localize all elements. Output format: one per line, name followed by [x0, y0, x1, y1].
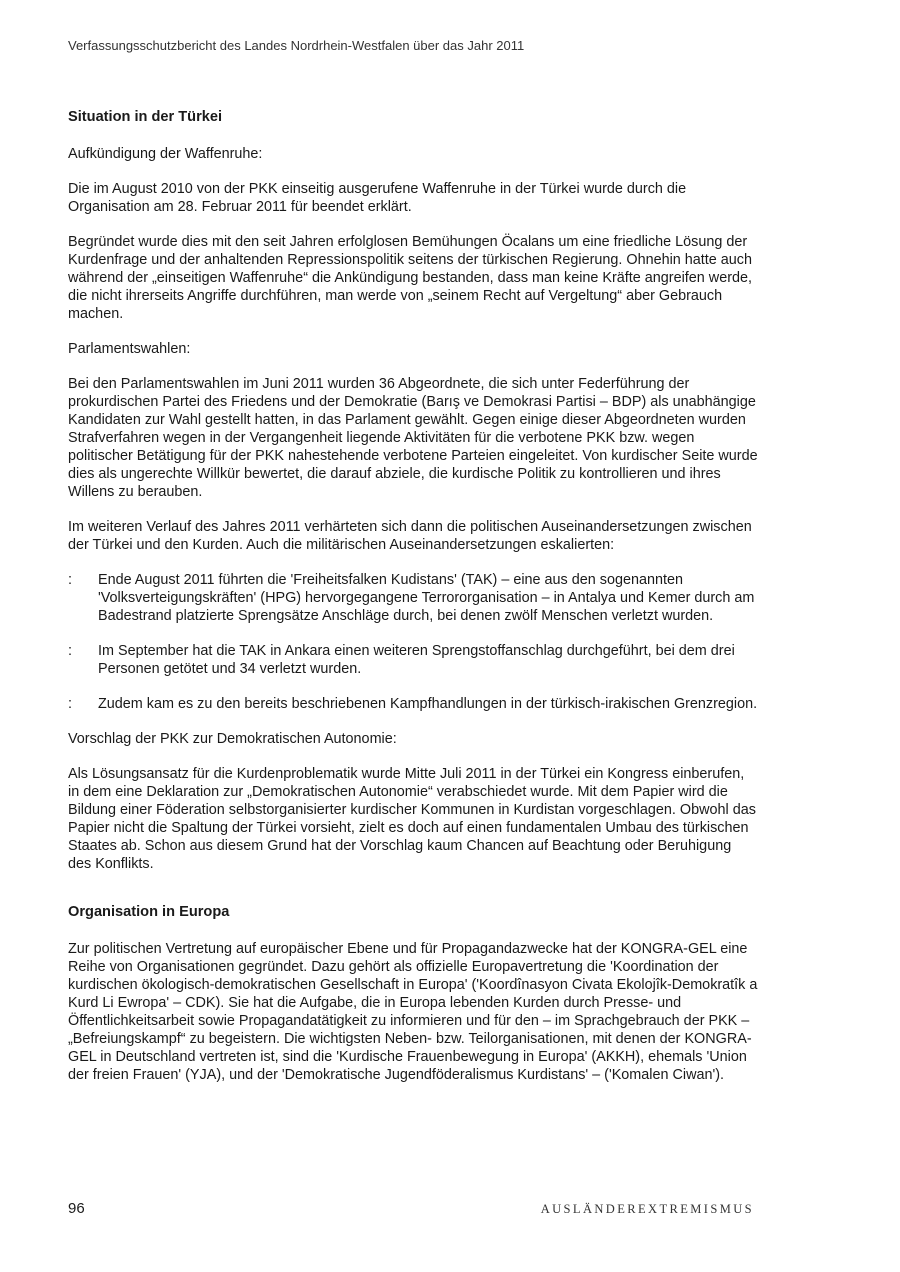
subheading-autonomie: Vorschlag der PKK zur Demokratischen Autonomie:	[68, 731, 397, 747]
list-item	[68, 695, 758, 713]
paragraph: Im weiteren Verlauf des Jahres 2011 verhärteten sich dann die politischen Auseinandersetzungen zwischen der Türkei und den Kurden. Auch die militärischen Auseinandersetzungen eskalierten:	[68, 519, 752, 553]
paragraph: Die im August 2010 von der PKK einseitig ausgerufene Waffenruhe in der Türkei wurde durch die Organisation am 28. Februar 2011 für beendet erklärt.	[68, 181, 687, 215]
attack-list	[68, 571, 758, 713]
chapter-label: AUSLÄNDEREXTREMISMUS	[540, 1202, 754, 1216]
list-item	[68, 571, 758, 625]
section-title-europa: Organisation in Europa	[68, 904, 230, 920]
paragraph: Zur politischen Vertretung auf europäischer Ebene und für Propagandazwecke hat der KONGRA-GEL eine Reihe von Organisationen gegründet. Dazu gehört als offizielle Europavertretung die 'Koordination der kurdischen ökologisch-demokratischen Gesellschaft in Europa' ('Koordînasyon Civata Ekolojîk-Demokratîk a Kurd Li Ewropa' – CDK). Sie hat die Aufgabe, die in Europa lebenden Kurden durch Presse- und Öffentlichkeitsarbeit sowie Propagandatätigkeit zu informieren und für den – im Sprachgebrauch der PKK – „Befreiungskampf“ zu begeistern. Die wichtigsten Neben- bzw. Teilorganisationen, mit denen der KONGRA-GEL in Deutschland vertreten ist, sind die 'Kurdische Frauenbewegung in Europa' (AKKH), ehemals 'Union der freien Frauen' (YJA), und der 'Demokratische Jugendföderalismus Kurdistans' – ('Komalen Ciwan').	[68, 941, 758, 1083]
paragraph: Begründet wurde dies mit den seit Jahren erfolglosen Bemühungen Öcalans um eine friedliche Lösung der Kurdenfrage und der anhaltenden Repressionspolitik seitens der türkischen Regierung. Ohnehin hatte auch während der „einseitigen Waffenruhe“ die Ankündigung bestanden, dass man keine Kräfte angreifen werde, die nicht ihrerseits Angriffe durchführen, man werde von „seinem Recht auf Vergeltung“ aber Gebrauch machen.	[68, 234, 752, 322]
list-item-text: Ende August 2011 führten die 'Freiheitsfalken Kudistans' (TAK) – eine aus den sogenannten 'Volksverteigungskräften' (HPG) hervorgegangene Terrororganisation – in Antalya und Kemer durch am Badestrand platzierte Sprengsätze Anschläge durch, bei denen zwölf Menschen verletzt wurden.	[98, 572, 755, 624]
bullet-marker: :	[68, 696, 72, 712]
list-item-text: Zudem kam es zu den bereits beschriebenen Kampfhandlungen in der türkisch-irakischen Grenzregion.	[98, 696, 758, 712]
paragraph: Bei den Parlamentswahlen im Juni 2011 wurden 36 Abgeordnete, die sich unter Federführung der prokurdischen Partei des Friedens und der Demokratie (Barış ve Demokrasi Partisi – BDP) als unabhängige Kandidaten zur Wahl gestellt hatten, in das Parlament gewählt. Gegen einige dieser Abgeordneten wurden Strafverfahren wegen in der Vergangenheit liegende Aktivitäten für die verbotene PKK bzw. wegen politischer Betätigung für der PKK nahestehende verbotene Parteien eingeleitet. Von kurdischer Seite wurde dies als ungerechte Willkür bewertet, die darauf abziele, die kurdische Politik zu kontrollieren und ihres Willens zu berauben.	[68, 376, 758, 500]
section-title-tuerkei: Situation in der Türkei	[68, 109, 223, 125]
list-item	[68, 642, 758, 678]
running-header: Verfassungsschutzbericht des Landes Nordrhein-Westfalen über das Jahr 2011	[68, 38, 525, 53]
bullet-marker: :	[68, 643, 72, 659]
paragraph: Als Lösungsansatz für die Kurdenproblematik wurde Mitte Juli 2011 in der Türkei ein Kongress einberufen, in dem eine Deklaration zur „Demokratischen Autonomie“ verabschiedet wurde. Mit dem Papier wird die Bildung einer Föderation selbstorganisierter kurdischer Kommunen in Kurdistan vorgeschlagen. Obwohl das Papier nicht die Spaltung der Türkei vorsieht, zielt es doch auf einen fundamentalen Umbau des türkischen Staates ab. Schon aus diesem Grund hat der Vorschlag kaum Chancen auf Beachtung oder Beruhigung des Konflikts.	[68, 766, 756, 872]
page-body	[68, 108, 758, 1101]
bullet-marker: :	[68, 572, 72, 588]
list-item-text: Im September hat die TAK in Ankara einen weiteren Sprengstoffanschlag durchgeführt, bei dem drei Personen getötet und 34 verletzt wurden.	[98, 643, 735, 677]
subheading-parlamentswahlen: Parlamentswahlen:	[68, 341, 191, 357]
page-number: 96	[68, 1200, 85, 1217]
subheading-waffenruhe: Aufkündigung der Waffenruhe:	[68, 146, 263, 162]
